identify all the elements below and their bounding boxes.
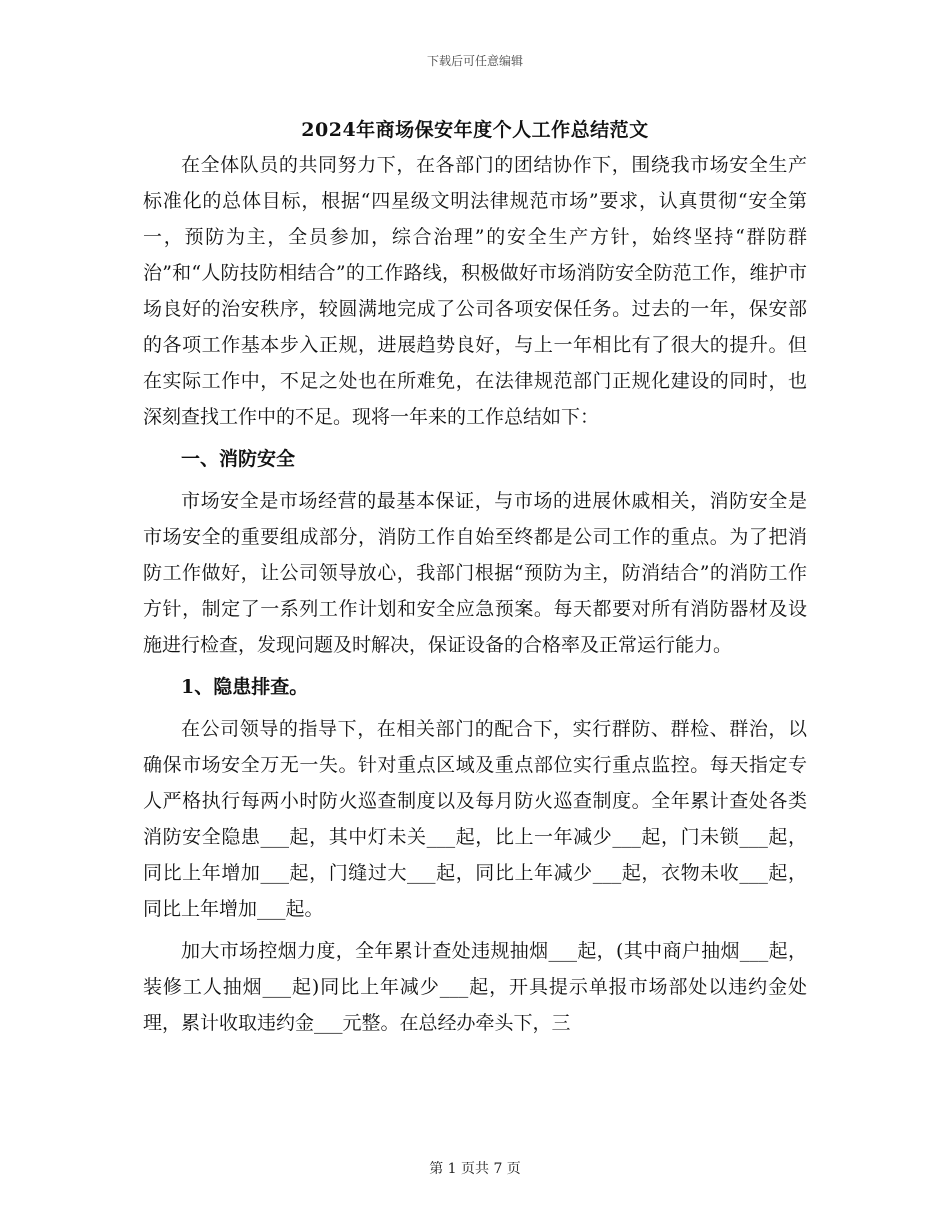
hazard-check-paragraph: 在公司领导的指导下，在相关部门的配合下，实行群防、群检、群治，以确保市场安全万无一失。针对重点区域及重点部位实行重点监控。每天指定专人严格执行每两小时防火巡查制度以及每月防火巡查制度。全年累计查处各类消防安全隐患___起，其中灯未关___起，比上一年减少___起，门未锁___起，同比上年增加___起，门缝过大___起，同比上年减少___起，衣物未收___起，同比上年增加___起。: [143, 718, 807, 920]
document-body: [143, 147, 807, 1041]
document-title: 2024年商场保安年度个人工作总结范文: [301, 119, 649, 141]
page-number: 第 1 页共 7 页: [429, 1161, 521, 1177]
subsection-heading-hazard-check: 1、隐患排查。: [181, 676, 309, 698]
intro-paragraph: 在全体队员的共同努力下，在各部门的团结协作下，围绕我市场安全生产标准化的总体目标，根据“四星级文明法律规范市场”要求，认真贯彻“安全第一，预防为主，全员参加，综合治理”的安全生产方针，始终坚持“群防群治”和“人防技防相结合”的工作路线，积极做好市场消防安全防范工作，维护市场良好的治安秩序，较圆满地完成了公司各项安保任务。过去的一年，保安部的各项工作基本步入正规，进展趋势良好，与上一年相比有了很大的提升。但在实际工作中，不足之处也在所难免，在法律规范部门正规化建设的同时，也深刻查找工作中的不足。现将一年来的工作总结如下：: [143, 154, 807, 428]
page-header-note: 下载后可任意编辑: [426, 54, 523, 68]
section-heading-fire-safety: 一、消防安全: [181, 448, 296, 470]
smoking-control-paragraph: 加大市场控烟力度，全年累计查处违规抽烟___起，(其中商户抽烟___起，装修工人抽烟___起)同比上年减少___起，开具提示单报市场部处以违约金处理，累计收取违约金___元整。在总经办牵头下，三: [143, 940, 807, 1034]
fire-safety-paragraph: 市场安全是市场经营的最基本保证，与市场的进展休戚相关，消防安全是市场安全的重要组成部分，消防工作自始至终都是公司工作的重点。为了把消防工作做好，让公司领导放心，我部门根据“预防为主，防消结合”的消防工作方针，制定了一系列工作计划和安全应急预案。每天都要对所有消防器材及设施进行检查，发现问题及时解决，保证设备的合格率及正常运行能力。: [143, 490, 807, 656]
